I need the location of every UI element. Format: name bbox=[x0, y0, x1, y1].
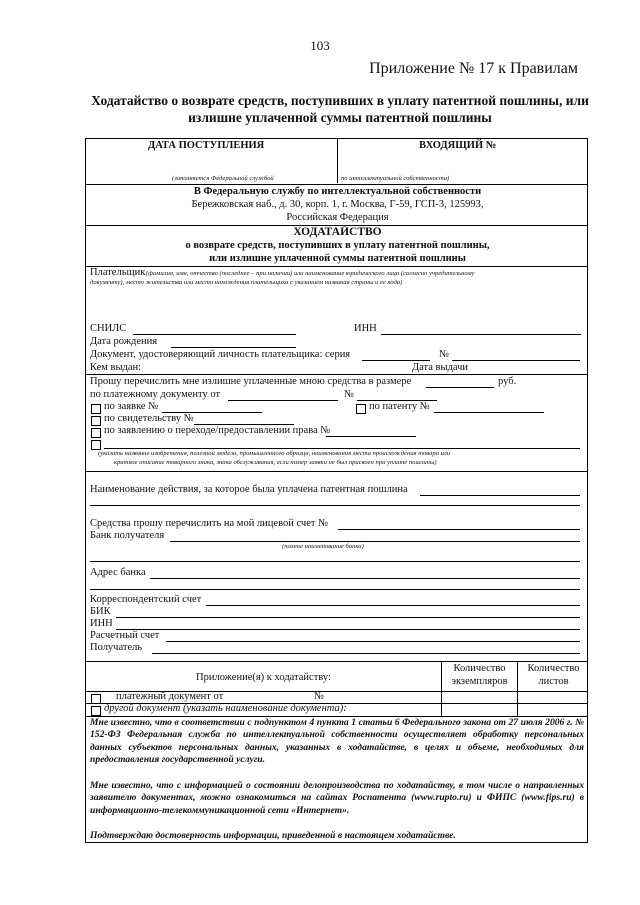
copies-header-1: Количество bbox=[453, 663, 506, 674]
account-number-field[interactable] bbox=[338, 529, 580, 530]
issue-date-label: Дата выдачи bbox=[412, 362, 469, 373]
notice-personal-data: Мне известно, что в соответствии с подпунктом 4 пункта 1 статьи 6 Федерального закона от 27 июля 2006 г. № 152-ФЗ Федеральная служба по интеллектуальной собственности осуществляет обработку персональных данных субъектов персональных данных, указанных в ходатайстве, в целях и объеме, необходимых для предоставления государственной услуги. bbox=[90, 717, 584, 765]
identity-doc-label: Документ, удостоверяющий личность плательщика: серия bbox=[90, 349, 351, 360]
divider bbox=[86, 374, 587, 375]
patent-checkbox[interactable] bbox=[356, 404, 366, 414]
header-note-left: (заполняется Федеральной службой bbox=[172, 175, 274, 182]
bank-address-field[interactable] bbox=[150, 578, 580, 579]
other-doc-attachment-checkbox[interactable] bbox=[91, 706, 101, 716]
other-checkbox[interactable] bbox=[91, 440, 101, 450]
refund-request-label: Прошу перечислить мне излишне уплаченные мною средства в размере bbox=[90, 376, 412, 387]
attachment-payment-doc-label: платежный документ от bbox=[116, 691, 224, 702]
object-hint-1: (указать название изобретения, полезной модели, промышленного образца, наименования места происхождения товара или bbox=[98, 450, 451, 457]
bik-label: БИК bbox=[90, 606, 111, 617]
currency-label: руб. bbox=[498, 376, 517, 387]
divider bbox=[86, 266, 587, 267]
object-name-field[interactable] bbox=[104, 448, 580, 449]
issued-by-label: Кем выдан: bbox=[90, 362, 142, 373]
object-hint-2: краткое описание товарного знака, знака обслуживания, если номер заявки не был присвоен при уплате пошлины) bbox=[114, 459, 437, 466]
doc-number-sign: № bbox=[439, 349, 450, 360]
recipient-field[interactable] bbox=[152, 653, 580, 654]
header-note-right: по интеллектуальной собственности) bbox=[341, 175, 450, 182]
by-patent-label: по патенту № bbox=[369, 401, 430, 412]
by-transfer-label: по заявлению о переходе/предоставлении права № bbox=[104, 425, 331, 436]
notice-confirmation: Подтверждаю достоверность информации, приведенной в настоящем ходатайстве. bbox=[90, 830, 456, 841]
appendix-label: Приложение № 17 к Правилам bbox=[369, 60, 578, 77]
header-divider bbox=[337, 139, 338, 183]
attachment-number-sign: № bbox=[314, 691, 325, 702]
notice-case-status: Мне известно, что с информацией о состоянии делопроизводства по ходатайству, в том числе о направленных заявителю документах, можно ознакомиться на сайтах Роспатента (www.rupto.ru) и ФИПС (www.fips.ru) в информационно-телекоммуникационной сети «Интернет». bbox=[90, 780, 584, 816]
bank-name-field-2[interactable] bbox=[90, 561, 580, 562]
bik-field[interactable] bbox=[116, 617, 580, 618]
transfer-checkbox[interactable] bbox=[91, 428, 101, 438]
page-number: 103 bbox=[310, 38, 330, 53]
by-certificate-label: по свидетельству № bbox=[104, 413, 194, 424]
petition-line-2: или излишне уплаченной суммы патентной пошлины bbox=[209, 253, 466, 264]
birth-date-label: Дата рождения bbox=[90, 336, 158, 347]
form-box bbox=[85, 138, 588, 843]
settlement-account-field[interactable] bbox=[166, 641, 580, 642]
payer-hint-2: документу), место жительства или место нахождения плательщика с указанием названия страны и ее кода) bbox=[90, 279, 403, 286]
transfer-number-field[interactable] bbox=[326, 436, 416, 437]
payment-doc-date-field[interactable] bbox=[228, 400, 338, 401]
title-line-2: излишне уплаченной суммы патентной пошлины bbox=[188, 110, 492, 125]
payer-label: Плательщик bbox=[90, 267, 146, 278]
action-name-field-2[interactable] bbox=[90, 505, 580, 506]
doc-series-field[interactable] bbox=[362, 360, 430, 361]
snils-label: СНИЛС bbox=[90, 323, 127, 334]
sheets-header-1: Количество bbox=[527, 663, 580, 674]
incoming-number-label: ВХОДЯЩИЙ № bbox=[419, 140, 497, 151]
title-line-1: Ходатайство о возврате средств, поступивших в уплату патентной пошлины, или bbox=[91, 93, 589, 108]
document-title bbox=[90, 92, 590, 126]
application-checkbox[interactable] bbox=[91, 404, 101, 414]
corr-account-label: Корреспондентский счет bbox=[90, 594, 202, 605]
account-request-label: Средства прошу перечислить на мой лицевой счет № bbox=[90, 518, 329, 529]
addressee-line-1: В Федеральную службу по интеллектуальной собственности bbox=[193, 186, 482, 197]
payment-doc-label: по платежному документу от bbox=[90, 389, 221, 400]
petition-heading: ХОДАТАЙСТВО bbox=[293, 226, 382, 238]
bank-address-label: Адрес банка bbox=[90, 567, 146, 578]
snils-field[interactable] bbox=[133, 334, 296, 335]
date-received-label: ДАТА ПОСТУПЛЕНИЯ bbox=[148, 140, 265, 151]
recipient-label: Получатель bbox=[90, 642, 143, 653]
copies-header-2: экземпляров bbox=[451, 676, 508, 687]
payment-doc-number-sign: № bbox=[344, 389, 355, 400]
attachments-label: Приложение(я) к ходатайству: bbox=[196, 672, 331, 683]
action-name-field-1[interactable] bbox=[420, 495, 580, 496]
addressee-line-2: Бережковская наб., д. 30, корп. 1, г. Москва, Г-59, ГСП-3, 125993, bbox=[191, 199, 484, 210]
by-application-label: по заявке № bbox=[104, 401, 159, 412]
corr-account-field[interactable] bbox=[206, 605, 580, 606]
petition-line-1: о возврате средств, поступивших в уплату патентной пошлины, bbox=[185, 240, 490, 251]
bank-address-field-2[interactable] bbox=[90, 589, 580, 590]
bank-name-label: Банк получателя bbox=[90, 530, 165, 541]
addressee-line-3: Российская Федерация bbox=[286, 212, 389, 223]
bank-inn-field[interactable] bbox=[116, 629, 580, 630]
action-name-label: Наименование действия, за которое была уплачена патентная пошлина bbox=[90, 484, 408, 495]
birth-date-field[interactable] bbox=[171, 347, 296, 348]
bank-inn-label: ИНН bbox=[90, 618, 113, 629]
divider bbox=[86, 661, 587, 662]
sheets-header-2: листов bbox=[538, 676, 569, 687]
bank-name-field[interactable] bbox=[170, 541, 580, 542]
patent-number-field[interactable] bbox=[434, 412, 544, 413]
divider bbox=[86, 471, 587, 472]
certificate-checkbox[interactable] bbox=[91, 416, 101, 426]
payer-hint-1: (фамилия, имя, отчество (последнее – при наличии) или наименование юридического лица (согласно учредительному bbox=[146, 270, 475, 277]
refund-amount-field[interactable] bbox=[426, 387, 494, 388]
settlement-account-label: Расчетный счет bbox=[90, 630, 160, 641]
bank-name-hint: (полное наименование банка) bbox=[282, 543, 364, 550]
attachment-other-doc-label: другой документ (указать наименование документа): bbox=[104, 703, 347, 714]
doc-number-field[interactable] bbox=[452, 360, 580, 361]
inn-label: ИНН bbox=[354, 323, 377, 334]
divider bbox=[86, 184, 587, 185]
inn-field[interactable] bbox=[381, 334, 581, 335]
